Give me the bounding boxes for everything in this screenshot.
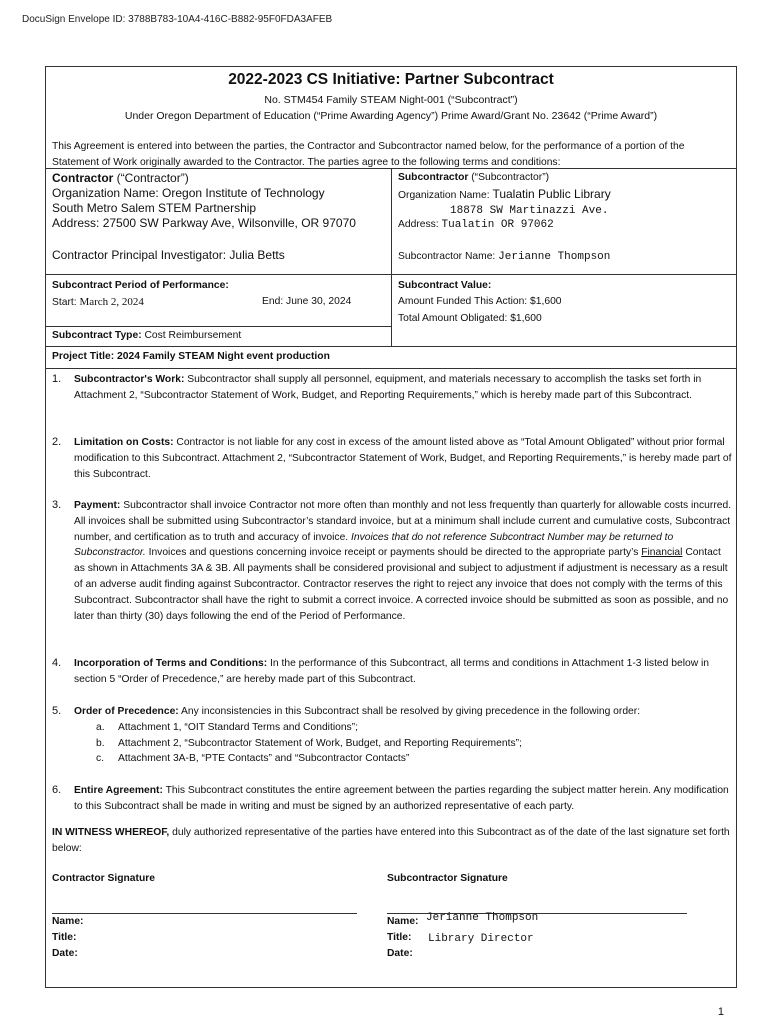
contractor-signature-label: Contractor Signature (52, 873, 155, 884)
value-heading: Subcontract Value: (398, 280, 492, 291)
contractor-heading: Contractor (“Contractor”) (52, 171, 189, 185)
subcontractor-name: Subcontractor Name: Jerianne Thompson (398, 251, 611, 263)
contractor-title-label: Title: (52, 932, 77, 943)
subcontractor-title-label: Title: (387, 932, 412, 943)
contractor-signature-line[interactable] (52, 913, 357, 914)
subcontractor-heading: Subcontractor (“Subcontractor”) (398, 172, 550, 183)
section-order-of-precedence: 5. Order of Precedence: Any inconsistencies in this Subcontract shall be resolved by giving precedence in the following order: a. Attachment 1, “OIT Standard Terms and Conditions”; b. Attachment 2, “Subcontractor Statement of Work, Budget, and Reporting Requirements”; c. Attachment 3A-B, “PTE Contacts” and “Subcontractor Contacts” (52, 704, 732, 767)
precedence-item: a. Attachment 1, “OIT Standard Terms and Conditions”; (96, 721, 358, 733)
row-divider-party (46, 274, 736, 275)
amount-obligated: Total Amount Obligated: $1,600 (398, 313, 542, 324)
section-subcontractors-work: 1. Subcontractor's Work: Subcontractor shall supply all personnel, equipment, and materials necessary to accomplish the tasks set forth in Attachment 2, “Subcontractor Statement of Work, Budget, and Reporting Requirements,” which is hereby made part of this Subcontract. (52, 373, 702, 401)
period-end: End: June 30, 2024 (262, 296, 352, 307)
row-divider-sections (46, 368, 736, 369)
precedence-item: c. Attachment 3A-B, “PTE Contacts” and “Subcontractor Contacts” (96, 753, 410, 765)
subcontract-document (45, 66, 737, 988)
section-limitation-on-costs: 2. Limitation on Costs: Contractor is not liable for any cost in excess of the amount listed above as “Total Amount Obligated” without prior formal modification to this Subcontract. Attachment 2, “Subcontractor Statement of Work, Budget, and Reporting Requirements,” is hereby made part of this Subcontract. (52, 436, 732, 480)
docusign-envelope-id: DocuSign Envelope ID: 3788B783-10A4-416C-B882-95F0FDA3AFEB (22, 14, 333, 25)
contractor-address: Address: 27500 SW Parkway Ave, Wilsonville, OR 97070 (52, 216, 356, 230)
subcontract-number: No. STM454 Family STEAM Night-001 (“Subcontract”) (264, 94, 518, 106)
table-middle-divider (391, 168, 392, 346)
section-entire-agreement: 6. Entire Agreement: This Subcontract constitutes the entire agreement between the parties regarding the subject matter herein. Any modification to this Subcontract shall be made in writing and must be signed by an authorized representative of each party. (52, 784, 729, 812)
agreement-intro: This Agreement is entered into between the parties, the Contractor and Subcontractor named below, for the performance of a portion of the Statement of Work originally awarded to the Contractor. The parties agree to the following terms and conditions: (52, 141, 685, 168)
subcontractor-name-value: Jerianne Thompson (426, 912, 539, 924)
contractor-name-label: Name: (52, 916, 84, 927)
subcontractor-org-name: Organization Name: Tualatin Public Library (398, 187, 611, 201)
subcontractor-signature-label: Subcontractor Signature (387, 873, 508, 884)
subcontractor-name-label: Name: (387, 916, 419, 927)
precedence-item: b. Attachment 2, “Subcontractor Statement of Work, Budget, and Reporting Requirements”; (96, 737, 522, 749)
section-payment: 3. Payment: Subcontractor shall invoice Contractor not more often than monthly and not less frequently than quarterly for allowable costs incurred. All invoices shall be submitted using Subcontractor’s standard invoice, but at a minimum shall include current and cumulative costs, Subcontract number, and certification as to truth and accuracy of invoice. Invoices that do not reference Subcontract Number may be returned to Subconstractor. Invoices and questions concerning invoice receipt or payments should be directed to the appropriate party’s Financial Contact as shown in Attachments 3A & 3B. All payments shall be considered provisional and subject to adjustment if adjustment is necessary as a result of an adverse audit finding against Subcontractor. Contractor reserves the right to reject any invoice that does not comply with the terms of this Subcontract. Subcontractor shall have the right to submit a correct invoice. A corrected invoice should be submitted as soon as possible, and no later than thirty (30) days following the end of the Period of Performance. (52, 499, 732, 622)
section-incorporation-of-terms: 4. Incorporation of Terms and Conditions: In the performance of this Subcontract, all terms and conditions in Attachment 1-3 listed below in section 5 “Order of Precedence,” are hereby made part of this Subcontract. (52, 657, 710, 685)
row-divider-project (46, 346, 736, 347)
subcontractor-date-label: Date: (387, 948, 413, 959)
subcontractor-title-value: Library Director (428, 933, 534, 945)
document-title: 2022-2023 CS Initiative: Partner Subcontract (228, 71, 554, 88)
amount-funded: Amount Funded This Action: $1,600 (398, 296, 562, 307)
witness-clause: IN WITNESS WHEREOF, duly authorized representative of the parties have entered into this Subcontract as of the date of the last signature set forth below: (52, 827, 730, 854)
period-heading: Subcontract Period of Performance: (52, 280, 229, 291)
contractor-date-label: Date: (52, 948, 78, 959)
period-start: Start: March 2, 2024 (52, 296, 144, 308)
subcontractor-street: 18878 SW Martinazzi Ave. (450, 205, 609, 217)
row-divider-type (46, 326, 391, 327)
project-title: Project Title: 2024 Family STEAM Night event production (52, 351, 330, 362)
contractor-principal-investigator: Contractor Principal Investigator: Julia Betts (52, 248, 285, 262)
contractor-unit: South Metro Salem STEM Partnership (52, 201, 257, 215)
subcontract-type: Subcontract Type: Cost Reimbursement (52, 330, 242, 341)
subcontractor-address: Address: Tualatin OR 97062 (398, 219, 554, 231)
contractor-org-name: Organization Name: Oregon Institute of Technology (52, 186, 325, 200)
page-number: 1 (717, 1006, 724, 1018)
prime-award-line: Under Oregon Department of Education (“Prime Awarding Agency”) Prime Award/Grant No. 23642 (“Prime Award”) (124, 110, 658, 122)
